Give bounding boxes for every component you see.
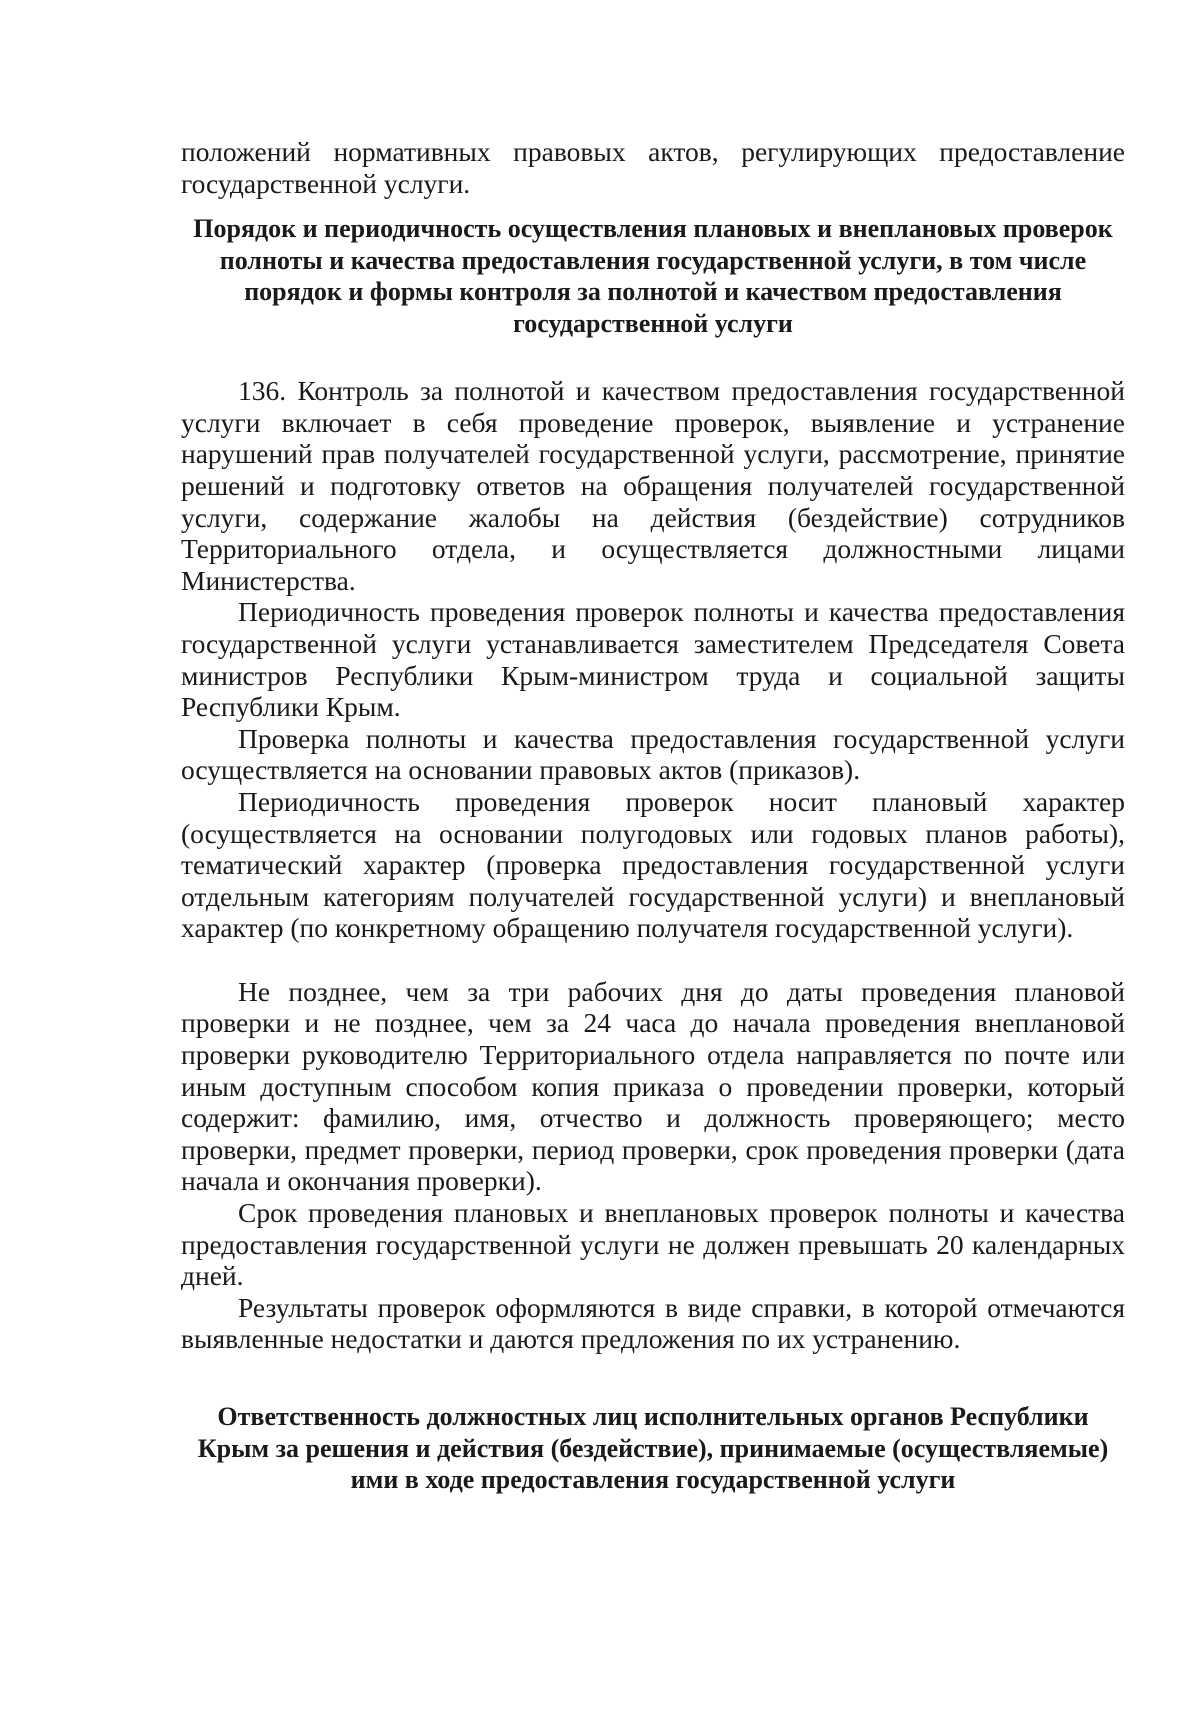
spacer: [181, 339, 1125, 375]
spacer: [181, 199, 1125, 213]
paragraph-check-types: Периодичность проведения проверок носит плановый характер (осуществляется на основании полугодовых или годовых планов работы), тематический характер (проверка предоставления государственной услуги отдельным категориям получателей государственной услуги) и внеплановый характер (по конкретному обращению получателя государственной услуги).: [181, 785, 1125, 944]
paragraph-duration: Срок проведения плановых и внеплановых проверок полноты и качества предоставления государственной услуги не должен превышать 20 календарных дней.: [181, 1197, 1125, 1292]
paragraph-notice: Не позднее, чем за три рабочих дня до даты проведения плановой проверки и не позднее, чем за 24 часа до начала проведения внеплановой проверки руководителю Территориального отдела направляется по почте или иным доступным способом копия приказа о проведении проверки, который содержит: фамилию, имя, отчество и должность проверяющего; место проверки, предмет проверки, период проверки, срок проведения проверки (дата начала и окончания проверки).: [181, 975, 1125, 1197]
paragraph-legal-acts: Проверка полноты и качества предоставления государственной услуги осуществляется на основании правовых актов (приказов).: [181, 722, 1125, 786]
section-heading-control: Порядок и периодичность осуществления плановых и внеплановых проверок полноты и качества предоставления государственной услуги, в том числе порядок и формы контроля за полнотой и качеством предоставления государственной услуги: [193, 214, 1113, 338]
paragraph-results: Результаты проверок оформляются в виде справки, в которой отмечаются выявленные недостатки и даются предложения по их устранению.: [181, 1291, 1125, 1355]
document-body: [181, 136, 1125, 1496]
paragraph-periodicity: Периодичность проведения проверок полноты и качества предоставления государственной услуги устанавливается заместителем Председателя Совета министров Республики Крым-министром труда и социальной защиты Республики Крым.: [181, 596, 1125, 723]
section-heading-responsibility: Ответственность должностных лиц исполнительных органов Республики Крым за решения и действия (бездействие), принимаемые (осуществляемые) ими в ходе предоставления государственной услуги: [197, 1402, 1109, 1494]
spacer: [181, 944, 1125, 976]
spacer: [181, 1355, 1125, 1401]
lead-paragraph: положений нормативных правовых актов, регулирующих предоставление государственной услуги.: [181, 136, 1125, 199]
paragraph-136: 136. Контроль за полнотой и качеством предоставления государственной услуги включает в себя проведение проверок, выявление и устранение нарушений прав получателей государственной услуги, рассмотрение, принятие решений и подготовку ответов на обращения получателей государственной услуги, содержание жалобы на действия (бездействие) сотрудников Территориального отдела, и осуществляется должностными лицами Министерства.: [181, 375, 1125, 596]
